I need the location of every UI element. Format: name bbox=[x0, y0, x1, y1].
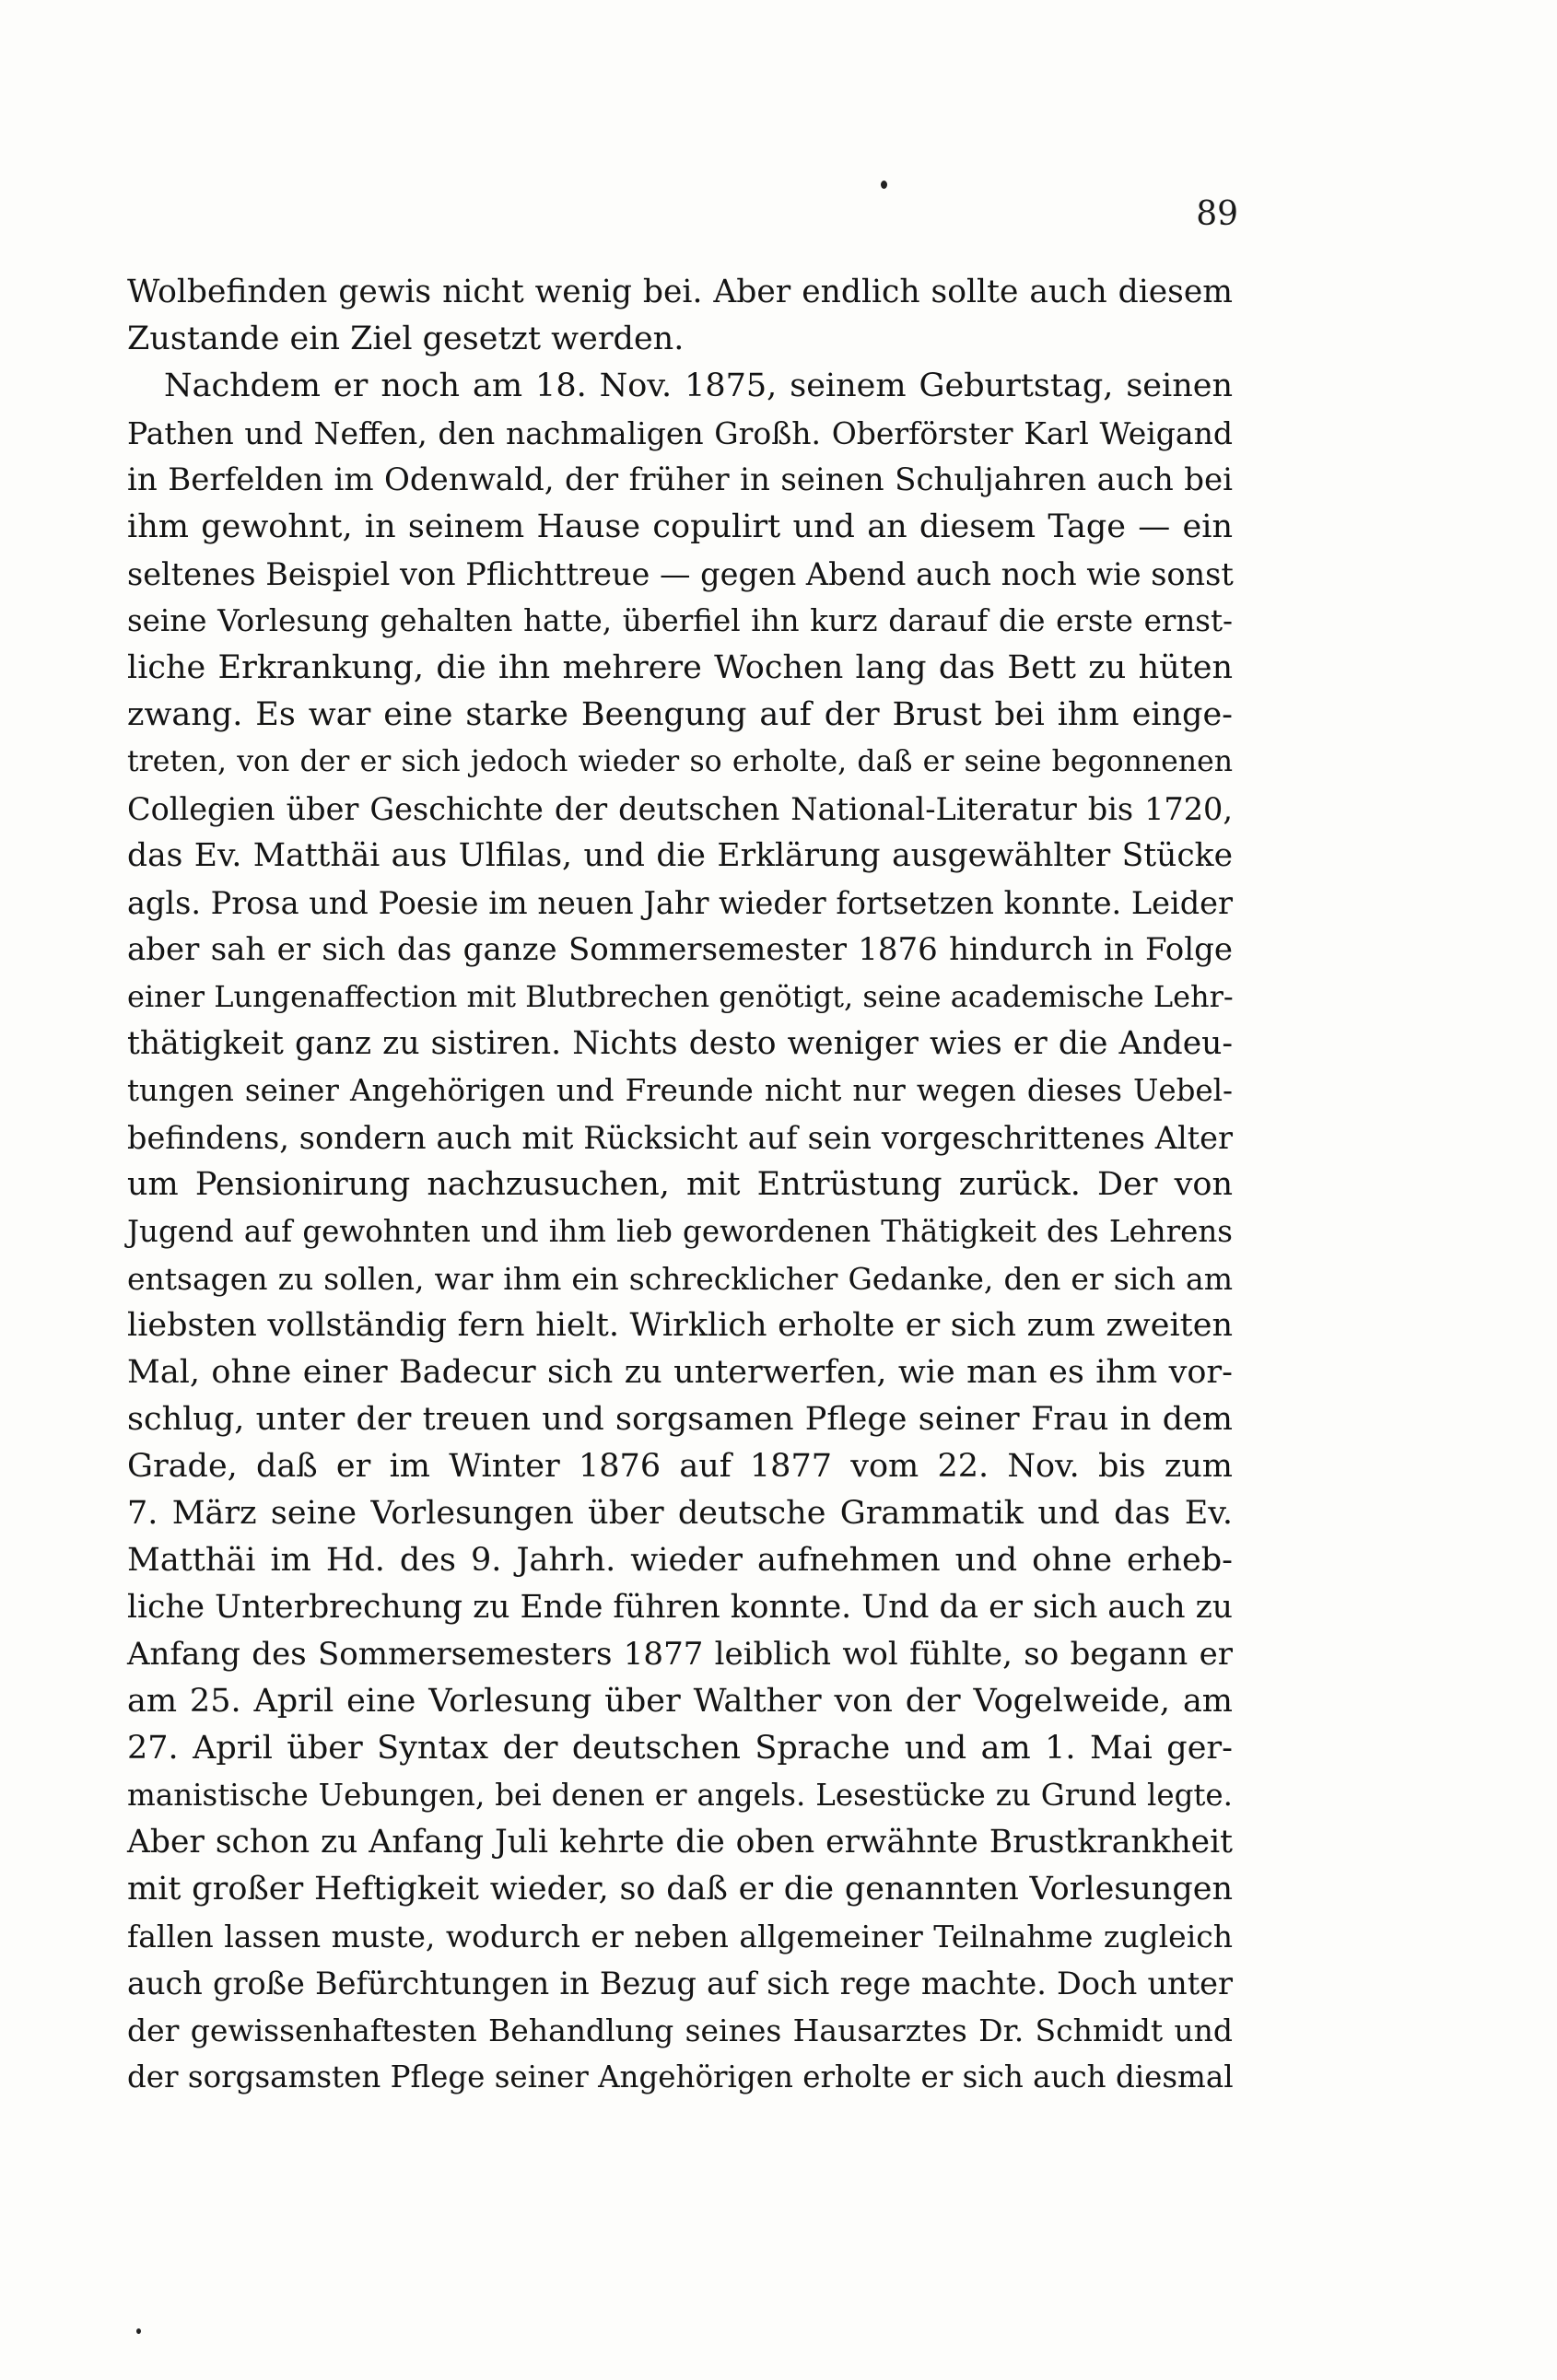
text-line: Nachdem er noch am 18. Nov. 1875, seinem Geburtstag, seinen bbox=[164, 368, 1233, 404]
text-line: einer Lungenaffection mit Blutbrechen genötigt, seine academische Lehr- bbox=[127, 979, 1234, 1014]
text-line: 7. März seine Vorlesungen über deutsche Grammatik und das Ev. bbox=[127, 1495, 1233, 1532]
text-line: Pathen und Neffen, den nachmaligen Großh. Oberförster Karl Weigand bbox=[127, 415, 1233, 451]
text-line: Collegien über Geschichte der deutschen National-Literatur bis 1720, bbox=[127, 791, 1233, 827]
text-line: tungen seiner Angehörigen und Freunde nicht nur wegen dieses Uebel- bbox=[127, 1073, 1233, 1108]
text-line: befindens, sondern auch mit Rücksicht auf sein vorgeschrittenes Alter bbox=[127, 1120, 1233, 1156]
text-line: manistische Uebungen, bei denen er angels. Lesestücke zu Grund legte. bbox=[127, 1778, 1233, 1813]
text-line: treten, von der er sich jedoch wieder so erholte, daß er seine begonnenen bbox=[127, 745, 1233, 778]
text-line: 27. April über Syntax der deutschen Sprache und am 1. Mai ger- bbox=[127, 1730, 1233, 1767]
text-line: mit großer Heftigkeit wieder, so daß er die genannten Vorlesungen bbox=[127, 1871, 1233, 1908]
text-line: Wolbefinden gewis nicht wenig bei. Aber endlich sollte auch diesem bbox=[127, 274, 1233, 310]
text-line: Mal, ohne einer Badecur sich zu unterwerfen, wie man es ihm vor- bbox=[127, 1354, 1233, 1391]
text-line: aber sah er sich das ganze Sommersemester 1876 hindurch in Folge bbox=[127, 931, 1233, 968]
text-line: agls. Prosa und Poesie im neuen Jahr wieder fortsetzen konnte. Leider bbox=[127, 885, 1233, 921]
text-line: liche Unterbrechung zu Ende führen konnte. Und da er sich auch zu bbox=[127, 1589, 1233, 1626]
text-line: zwang. Es war eine starke Beengung auf der Brust bei ihm einge- bbox=[127, 696, 1233, 733]
ink-speck-bottom bbox=[136, 2328, 141, 2334]
text-line: auch große Befürchtungen in Bezug auf sich rege machte. Doch unter bbox=[127, 1966, 1233, 2001]
text-line: thätigkeit ganz zu sistiren. Nichts desto weniger wies er die Andeu- bbox=[127, 1025, 1233, 1062]
text-line: Zustande ein Ziel gesetzt werden. bbox=[127, 321, 685, 357]
text-line: ihm gewohnt, in seinem Hause copulirt und an diesem Tage — ein bbox=[127, 508, 1233, 545]
text-line: Grade, daß er im Winter 1876 auf 1877 vom 22. Nov. bis zum bbox=[127, 1448, 1233, 1485]
text-line: der sorgsamsten Pflege seiner Angehörigen erholte er sich auch diesmal bbox=[127, 2059, 1234, 2094]
text-line: Anfang des Sommersemesters 1877 leiblich wol fühlte, so begann er bbox=[127, 1636, 1233, 1673]
body-text bbox=[127, 269, 1233, 2101]
text-line: entsagen zu sollen, war ihm ein schrecklicher Gedanke, den er sich am bbox=[127, 1261, 1233, 1297]
text-line: seine Vorlesung gehalten hatte, überfiel ihn kurz darauf die erste ernst- bbox=[127, 603, 1233, 638]
text-line: Jugend auf gewohnten und ihm lieb gewordenen Thätigkeit des Lehrens bbox=[127, 1214, 1233, 1249]
text-line: der gewissenhaftesten Behandlung seines Hausarztes Dr. Schmidt und bbox=[127, 2012, 1233, 2048]
text-line: liche Erkrankung, die ihn mehrere Wochen lang das Bett zu hüten bbox=[127, 649, 1233, 686]
text-line: Matthäi im Hd. des 9. Jahrh. wieder aufnehmen und ohne erheb- bbox=[127, 1542, 1233, 1579]
text-line: am 25. April eine Vorlesung über Walther von der Vogelweide, am bbox=[127, 1683, 1233, 1720]
text-line: fallen lassen muste, wodurch er neben allgemeiner Teilnahme zugleich bbox=[127, 1919, 1233, 1954]
text-line: Aber schon zu Anfang Juli kehrte die oben erwähnte Brustkrankheit bbox=[127, 1824, 1233, 1861]
text-line: schlug, unter der treuen und sorgsamen Pflege seiner Frau in dem bbox=[127, 1401, 1233, 1438]
ink-speck-top bbox=[881, 181, 887, 189]
text-line: in Berfelden im Odenwald, der früher in seinen Schuljahren auch bei bbox=[127, 461, 1233, 498]
page-number: 89 bbox=[1196, 195, 1238, 233]
text-line: seltenes Beispiel von Pflichttreue — gegen Abend auch noch wie sonst bbox=[127, 556, 1234, 592]
text-line: um Pensionirung nachzusuchen, mit Entrüstung zurück. Der von bbox=[127, 1166, 1233, 1203]
text-line: liebsten vollständig fern hielt. Wirklich erholte er sich zum zweiten bbox=[127, 1307, 1233, 1344]
text-line: das Ev. Matthäi aus Ulfilas, und die Erklärung ausgewählter Stücke bbox=[127, 837, 1233, 874]
